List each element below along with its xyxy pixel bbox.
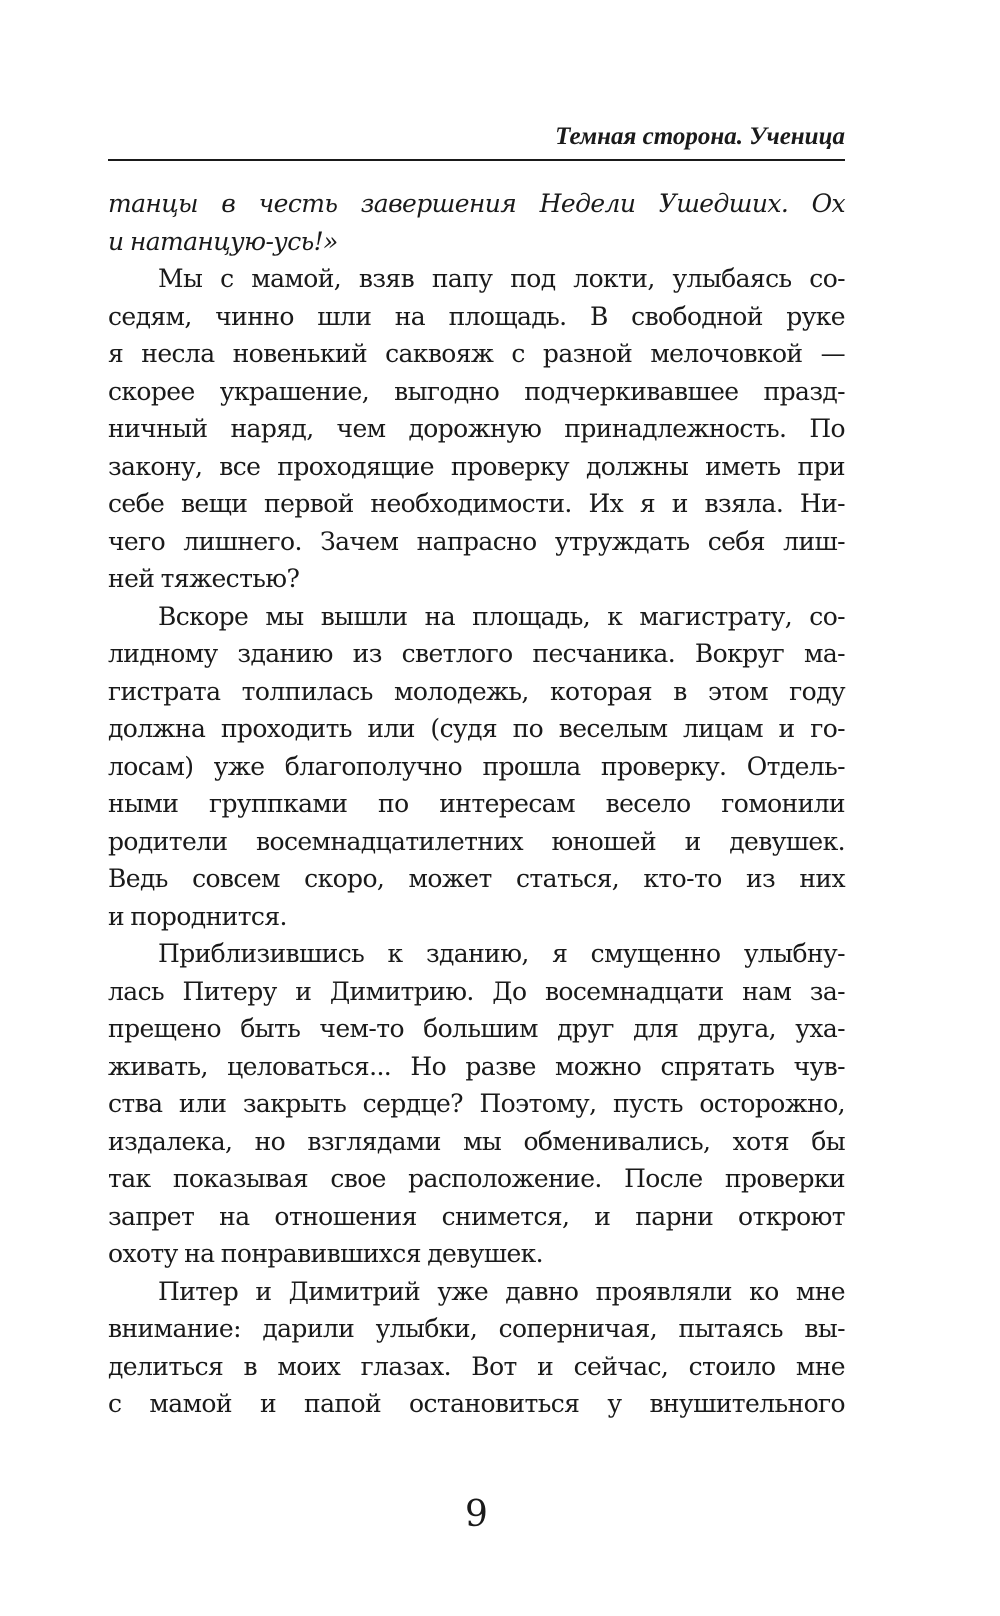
text-line: Ведь совсем скоро, может статься, кто-то из них [108,864,845,893]
body-text [108,185,845,1423]
text-line: себе вещи первой необходимости. Их я и взяла. Ни- [108,489,845,518]
text-line: ными группками по интересам весело гомонили [108,789,845,818]
text-line: запрет на отношения снимется, и парни откроют [108,1201,845,1231]
text-line: танцы в честь завершения Недели Ушедших. Ох [108,189,845,218]
text-line: делиться в моих глазах. Вот и сейчас, стоило мне [108,1351,845,1381]
text-line: скорее украшение, выгодно подчеркивавшее празд- [108,376,845,406]
text-line: седям, чинно шли на площадь. В свободной руке [108,301,845,331]
text-line: я несла новенький саквояж с разной мелочовкой — [108,339,845,368]
page-number: 9 [465,1494,488,1535]
text-line: издалека, но взглядами мы обменивались, хотя бы [108,1126,845,1156]
text-line: лидному зданию из светлого песчаника. Вокруг ма- [108,639,845,668]
text-line: прещено быть чем-то большим друг для друга, уха- [108,1014,845,1043]
text-line: Вскоре мы вышли на площадь, к магистрату, со- [158,601,845,631]
text-line: Приблизившись к зданию, я смущенно улыбну- [158,939,845,968]
text-line: должна проходить или (судя по веселым лицам и го- [108,714,845,743]
text-line: лосам) уже благополучно прошла проверку. Отдель- [108,751,845,781]
running-header: Темная сторона. Ученица [555,123,845,150]
text-line: ства или закрыть сердце? Поэтому, пусть осторожно, [108,1089,845,1118]
text-line: и натанцую-усь!» [108,226,338,256]
text-line: ничный наряд, чем дорожную принадлежность. По [108,414,845,443]
text-line: закону, все проходящие проверку должны иметь при [108,451,845,481]
text-line: охоту на понравившихся девушек. [108,1239,544,1268]
text-line: живать, целоваться... Но разве можно спрятать чув- [108,1051,845,1081]
text-line: чего лишнего. Зачем напрасно утруждать себя лиш- [108,526,845,556]
text-line: внимание: дарили улыбки, соперничая, пытаясь вы- [108,1314,845,1343]
header-rule [108,159,845,161]
text-line: Мы с мамой, взяв папу под локти, улыбаясь со- [158,264,845,293]
text-line: гистрата толпилась молодежь, которая в этом году [108,676,845,706]
text-line: лась Питеру и Димитрию. До восемнадцати нам за- [108,976,845,1006]
text-line: родители восемнадцатилетних юношей и девушек. [108,826,845,856]
text-line: и породнится. [108,901,287,931]
text-line: ней тяжестью? [108,564,300,593]
text-line: так показывая свое расположение. После проверки [108,1164,845,1193]
text-line: с мамой и папой остановиться у внушительного [108,1389,845,1418]
text-line: Питер и Димитрий уже давно проявляли ко мне [158,1276,845,1306]
